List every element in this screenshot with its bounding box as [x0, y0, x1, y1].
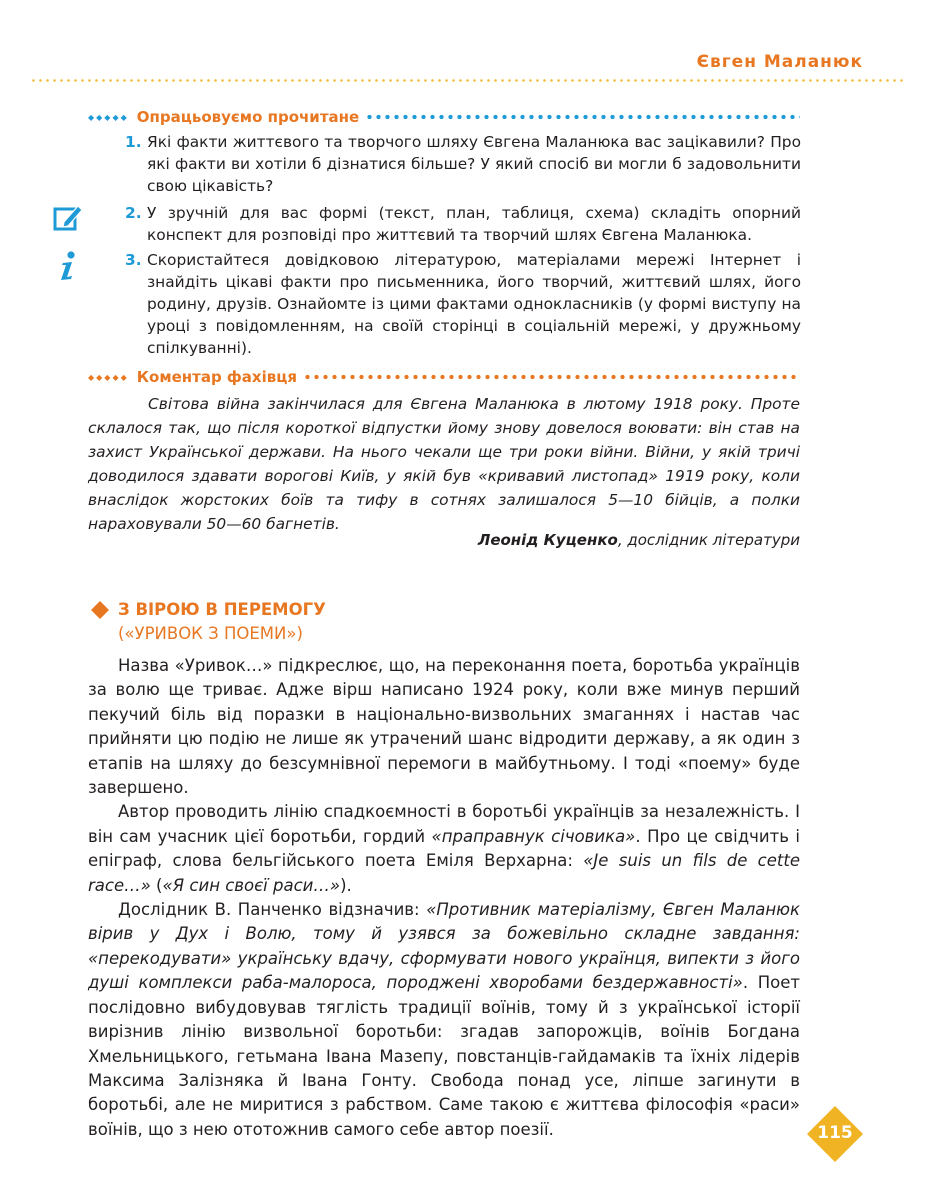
- pencil-square-icon: [52, 202, 84, 234]
- section-title: Коментар фахівця: [136, 368, 297, 386]
- quote: «Je suis un fils de cette race…»: [88, 851, 800, 895]
- dotted-rule: [365, 113, 800, 121]
- list-text: Які факти життєвого та творчого шляху Євгена Маланюка вас зацікавили? Про які факти ви хотіли б дізнатися більше? У який спосіб ви могли б задовольнити свою цікавість?: [147, 133, 801, 195]
- quote: «Я син своєї раси…»: [162, 875, 341, 895]
- page-number: 115: [817, 1123, 853, 1143]
- list-number: 2.: [125, 204, 142, 222]
- text-run: ).: [340, 875, 352, 895]
- text-run: . Поет послідовно вибудовував тяглість традиції воїнів, тому й з української історії вирізнив лінію визвольної боротьби: згадав запорожців, воїнів Богдана Хмельницького, гетьмана Івана Мазепу, повстанців-гайдамаків та їхніх лідерів Максима Залізняка й Івана Гонту. Свобода понад усе, ліпше загинути в боротьбі, але не миритися з рабством. Саме такою є життєва філософія «раси» воїнів, що з нею ототожнив самого себе автор поезії.: [88, 973, 800, 1139]
- quote: «праправнук січовика»: [431, 826, 636, 846]
- expert-comment-text: Світова війна закінчилася для Євгена Маланюка в лютому 1918 року. Проте склалося так, що після короткої відпустки йому знову довелося воювати: він став на захист Української держави. На нього чекали ще три роки війни. Війни, у якій тричі доводилося здавати ворогові Київ, у якій був «кривавий листопад» 1919 року, коли внаслідок жорстоких боїв та тифу в сотнях залишалося 5—10 бійців, а полки нараховували 50—60 багнетів.: [88, 395, 800, 533]
- text-run: (: [150, 875, 163, 895]
- section-heading-comment: [88, 366, 800, 388]
- info-icon: [55, 250, 81, 282]
- text-run: Дослідник В. Панченко відзначив:: [118, 900, 427, 920]
- header-dotted-rule: [30, 79, 905, 82]
- quote: «Противник матеріалізму, Євген Маланюк вірив у Дух і Волю, тому й узявся за божевільно складне завдання: «перекодувати» українську вдачу, сформувати нового українця, випекти з його душі комплекси раба-малороса, породжені хворобами бездержавності»: [88, 900, 800, 993]
- running-header-title: Євген Маланюк: [696, 52, 863, 72]
- text-run: Автор проводить лінію спадкоємності в боротьбі українців за незалежність. І він сам учасник цієї боротьби, гордий: [88, 802, 800, 846]
- poem-title: З ВІРОЮ В ПЕРЕМОГУ: [118, 600, 326, 619]
- list-text: Скористайтеся довідковою літературою, матеріалами мережі Інтернет і знайдіть цікаві факти про письменника, його творчий, життєвий шлях, його родину, друзів. Ознайомте із цими фактами однокласників (у формі виступу на уроці з повідомленням, на своїй сторінці в соціальній мережі, у дружньому спілкуванні).: [147, 251, 801, 357]
- author-name: Леонід Куценко: [477, 531, 618, 549]
- section-heading-review: [88, 106, 800, 128]
- paragraph: Назва «Уривок…» підкреслює, що, на переконання поета, боротьба українців за волю ще триває. Адже вірш написано 1924 року, коли вже минув перший пекучий біль від поразки в національно-визвольних змаганнях і настав час прийняти цю подію не лише як утрачений шанс відродити державу, а як один з етапів на шляху до безсумнівної перемоги в майбутньому. І тоді «поему» буде завершено.: [88, 656, 800, 798]
- text-run: . Про це свідчить і епіграф, слова бельгійського поета Еміля Верхарна:: [88, 826, 800, 871]
- list-text: У зручній для вас формі (текст, план, таблиця, схема) складіть опорний конспект для розповіді про життєвий та творчий шлях Євгена Маланюка.: [147, 204, 801, 244]
- body-text: [88, 654, 800, 1142]
- list-number: 1.: [125, 133, 142, 151]
- diamond-ornament-icon: ◆◆◆◆◆: [88, 112, 129, 122]
- paragraph: [88, 898, 800, 1142]
- page-number-badge: [805, 1104, 865, 1164]
- diamond-ornament-icon: ◆◆◆◆◆: [88, 372, 129, 382]
- orange-diamond-icon: [90, 600, 110, 620]
- paragraph: [88, 800, 800, 898]
- list-number: 3.: [125, 251, 142, 269]
- author-role: , дослідник літератури: [617, 531, 800, 549]
- dotted-rule: [303, 373, 800, 381]
- section-title: Опрацьовуємо прочитане: [136, 108, 360, 126]
- comment-author: [478, 531, 800, 549]
- poem-subtitle: («УРИВОК З ПОЕМИ»): [118, 624, 303, 643]
